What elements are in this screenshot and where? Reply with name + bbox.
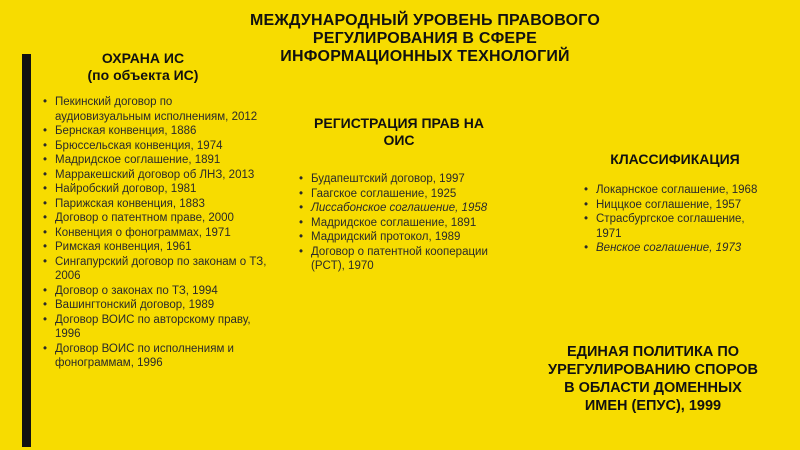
list-item: • Мадридское соглашение, 1891 xyxy=(298,216,520,231)
classification-list xyxy=(583,183,768,256)
list-item: • Вашингтонский договор, 1989 xyxy=(42,298,270,313)
list-item: • Пекинский договор по аудиовизуальным исполнениям, 2012 xyxy=(42,95,270,124)
protection-heading xyxy=(64,50,222,84)
list-item: • Локарнское соглашение, 1968 xyxy=(583,183,768,198)
list-item: • Договор ВОИС по исполнениям и фонограммам, 1996 xyxy=(42,342,270,371)
heading-line: ИМЕН (ЕПУС), 1999 xyxy=(584,398,722,414)
list-item: • Лиссабонское соглашение, 1958 xyxy=(298,201,520,216)
list-item: • Гаагское соглашение, 1925 xyxy=(298,187,520,202)
list-item: • Брюссельская конвенция, 1974 xyxy=(42,139,270,154)
page-title xyxy=(205,12,645,66)
list-item: • Мадридское соглашение, 1891 xyxy=(42,153,270,168)
list-item: • Договор о патентном праве, 2000 xyxy=(42,211,270,226)
list-item: • Парижская конвенция, 1883 xyxy=(42,197,270,212)
title-line: ИНФОРМАЦИОННЫХ ТЕХНОЛОГИЙ xyxy=(280,48,570,65)
heading-line: (по объекта ИС) xyxy=(87,67,199,83)
list-item: • Бернская конвенция, 1886 xyxy=(42,124,270,139)
title-line: РЕГУЛИРОВАНИЯ В СФЕРЕ xyxy=(312,30,538,47)
list-item: • Венское соглашение, 1973 xyxy=(583,241,768,256)
list-item: • Страсбургское соглашение, 1971 xyxy=(583,212,768,241)
registration-list xyxy=(298,172,520,274)
list-item: • Договор ВОИС по авторскому праву, 1996 xyxy=(42,313,270,342)
list-item: • Договор о патентной кооперации (PCT), 1970 xyxy=(298,245,520,274)
heading-line: ОИС xyxy=(383,132,415,148)
title-line: МЕЖДУНАРОДНЫЙ УРОВЕНЬ ПРАВОВОГО xyxy=(250,12,600,29)
list-item: • Договор о законах по ТЗ, 1994 xyxy=(42,284,270,299)
decorative-bar xyxy=(22,54,31,447)
heading-line: УРЕГУЛИРОВАНИЮ СПОРОВ xyxy=(548,362,758,378)
registration-heading xyxy=(294,115,504,149)
list-item: • Найробский договор, 1981 xyxy=(42,182,270,197)
heading-line: ОХРАНА ИС xyxy=(101,50,185,66)
list-item: • Конвенция о фонограммах, 1971 xyxy=(42,226,270,241)
list-item: • Ниццкое соглашение, 1957 xyxy=(583,198,768,213)
protection-list xyxy=(42,95,270,371)
heading-line: ЕДИНАЯ ПОЛИТИКА ПО xyxy=(566,344,740,360)
list-item: • Марракешский договор об ЛНЗ, 2013 xyxy=(42,168,270,183)
list-item: • Будапештский договор, 1997 xyxy=(298,172,520,187)
classification-heading: КЛАССИФИКАЦИЯ xyxy=(610,151,740,167)
list-item: • Сингапурский договор по законам о ТЗ, 2006 xyxy=(42,255,270,284)
uniform-policy-heading xyxy=(528,343,778,415)
heading-line: РЕГИСТРАЦИЯ ПРАВ НА xyxy=(314,115,484,131)
list-item: • Мадридский протокол, 1989 xyxy=(298,230,520,245)
heading-line: В ОБЛАСТИ ДОМЕННЫХ xyxy=(564,380,742,396)
list-item: • Римская конвенция, 1961 xyxy=(42,240,270,255)
